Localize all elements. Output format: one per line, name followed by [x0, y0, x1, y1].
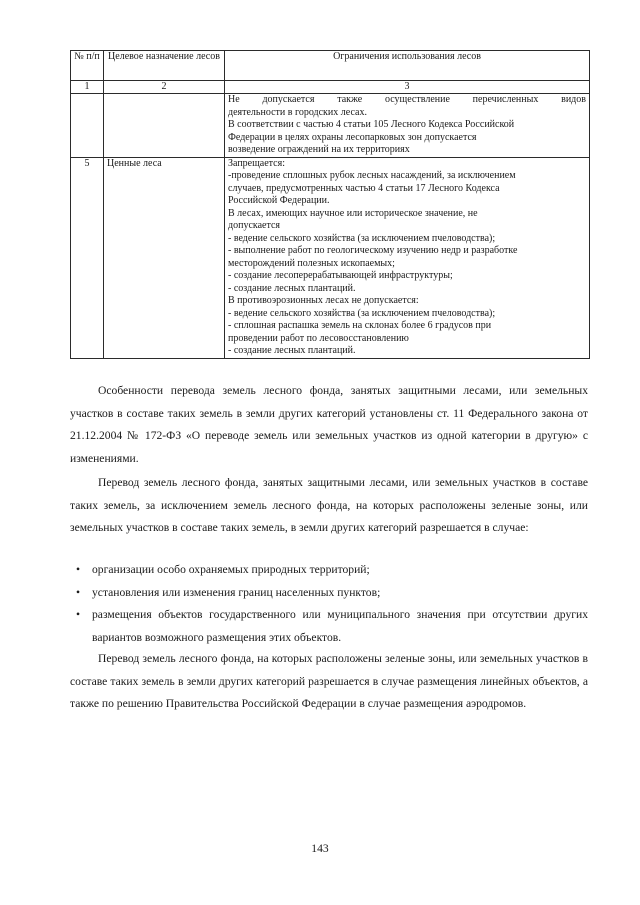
- limits-line: проведении работ по лесовосстановлению: [228, 332, 409, 344]
- limits-line: - создание лесных плантаций.: [228, 282, 356, 294]
- forest-restrictions-table: [70, 50, 590, 359]
- table-row-5: [71, 157, 590, 358]
- page-number: 143: [311, 842, 329, 855]
- header-num: № п/п: [71, 51, 104, 81]
- limits-line: допускается: [228, 220, 280, 231]
- list-item-text: установления или изменения границ населенных пунктов;: [92, 585, 381, 599]
- limits-line: возведение ограждений на их территориях: [228, 144, 410, 155]
- column-number: 2: [104, 81, 225, 94]
- row-limits-cell: [225, 157, 590, 358]
- paragraph-green-zones: [70, 648, 588, 716]
- limits-line: Запрещается:: [228, 157, 285, 169]
- table-header-row: [71, 51, 590, 81]
- list-item: [70, 604, 588, 649]
- column-number-row: [71, 81, 590, 94]
- bullet-icon: •: [76, 563, 81, 576]
- column-number: 1: [71, 81, 104, 94]
- limits-line: В противоэрозионных лесах не допускается:: [228, 295, 419, 306]
- paragraph-conversion-allowed: [70, 472, 588, 540]
- list-item: [70, 559, 588, 582]
- row-limits-cell: [225, 94, 590, 158]
- list-item-text: размещения объектов государственного или муниципального значения при отсутствии других вариантов возможного размещения этих объектов.: [92, 608, 588, 644]
- bullet-icon: •: [76, 608, 81, 621]
- list-item: [70, 582, 588, 605]
- limits-line: - создание лесоперерабатывающей инфраструктуры;: [228, 270, 453, 281]
- paragraph-conversion-features: [70, 380, 588, 470]
- header-purpose: Целевое назначение лесов: [104, 51, 225, 81]
- limits-line: деятельности в городских лесах.: [228, 106, 367, 118]
- limits-line: случаев, предусмотренных частью 4 статьи 17 Лесного Кодекса: [228, 182, 500, 194]
- limits-line: Российской Федерации.: [228, 195, 330, 206]
- column-number: 3: [225, 81, 590, 94]
- row-purpose-cell: [104, 94, 225, 158]
- limits-line: В лесах, имеющих научное или историческое значение, не: [228, 207, 478, 219]
- limits-line: - выполнение работ по геологическому изучению недр и разработке: [228, 245, 518, 256]
- row-purpose-cell: Ценные леса: [104, 157, 225, 358]
- limits-line: Федерации в целях охраны лесопарковых зон допускается: [228, 131, 477, 143]
- limits-line: - сплошная распашка земель на склонах более 6 градусов при: [228, 320, 492, 331]
- row-num-cell: [71, 94, 104, 158]
- bullet-list: [70, 559, 588, 649]
- limits-line: - создание лесных плантаций.: [228, 345, 356, 356]
- limits-line: Не допускается также осуществление перечисленных видов: [228, 94, 586, 105]
- table-row-continued: [71, 94, 590, 158]
- list-item-text: организации особо охраняемых природных территорий;: [92, 563, 370, 576]
- header-limits: Ограничения использования лесов: [225, 51, 590, 81]
- paragraph-text: Особенности перевода земель лесного фонда, занятых защитными лесами, или земельных участков в составе таких земель в земли других категорий установлены ст. 11 Федерального закона от 21.12.2004 № 172-ФЗ «О переводе земель или земельных участков из одной категории в другую» с изменениями.: [70, 384, 588, 465]
- paragraph-text: Перевод земель лесного фонда, на которых расположены зеленые зоны, или земельных участков в составе таких земель в земли других категорий разрешается в случае размещения линейных объектов, а также по решению Правительства Российской Федерации в случае размещения аэродромов.: [70, 652, 588, 710]
- limits-line: месторождений полезных ископаемых;: [228, 257, 395, 269]
- limits-line: - ведение сельского хозяйства (за исключением пчеловодства);: [228, 232, 496, 244]
- paragraph-text: Перевод земель лесного фонда, занятых защитными лесами, или земельных участков в составе таких земель, за исключением земель лесного фонда, на которых расположены зеленые зоны, или земельных участков в составе таких земель, в земли других категорий разрешается в случае:: [70, 476, 588, 534]
- bullet-icon: •: [76, 585, 81, 599]
- row-num-cell: 5: [71, 157, 104, 358]
- limits-line: -проведение сплошных рубок лесных насаждений, за исключением: [228, 170, 516, 181]
- limits-line: - ведение сельского хозяйства (за исключением пчеловодства);: [228, 307, 496, 319]
- limits-line: В соответствии с частью 4 статьи 105 Лесного Кодекса Российской: [228, 119, 515, 130]
